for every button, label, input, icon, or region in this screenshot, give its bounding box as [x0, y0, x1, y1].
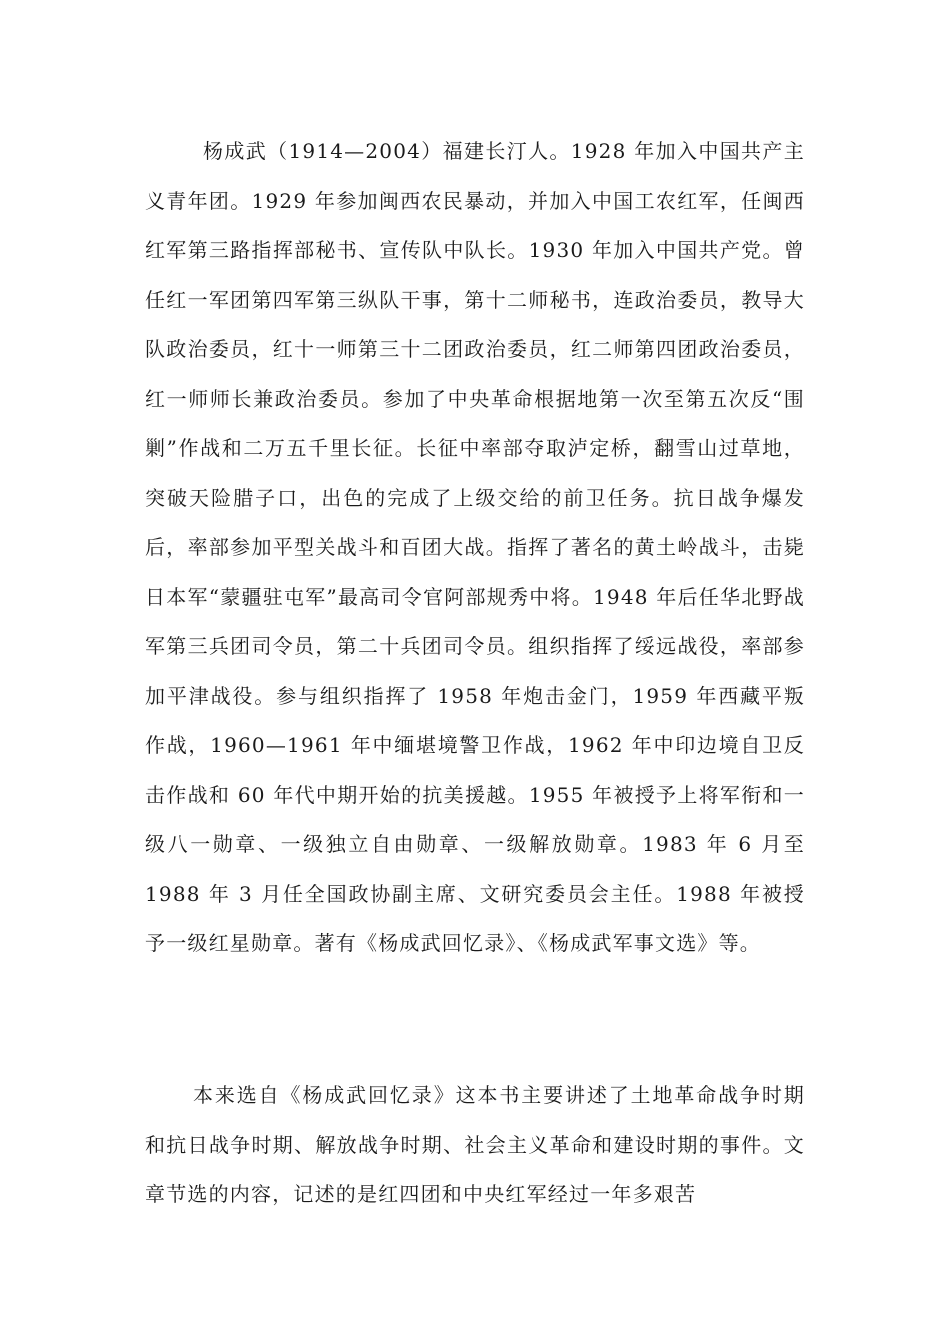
- paragraph-biography: 杨成武（1914—2004）福建长汀人。1928 年加入中国共产主义青年团。1929 年参加闽西农民暴动，并加入中国工农红军，任闽西红军第三路指挥部秘书、宣传队中队长。1930 年加入中国共产党。曾任红一军团第四军第三纵队干事，第十二师秘书，连政治委员，教导大队政治委员，红十一师第三十二团政治委员，红二师第四团政治委员，红一师师长兼政治委员。参加了中央革命根据地第一次至第五次反“围剿”作战和二万五千里长征。长征中率部夺取泸定桥，翻雪山过草地，突破天险腊子口，出色的完成了上级交给的前卫任务。抗日战争爆发后，率部参加平型关战斗和百团大战。指挥了著名的黄土岭战斗，击毙日本军“蒙疆驻屯军”最高司令官阿部规秀中将。1948 年后任华北野战军第三兵团司令员，第二十兵团司令员。组织指挥了绥远战役，率部参加平津战役。参与组织指挥了 1958 年炮击金门，1959 年西藏平叛作战，1960—1961 年中缅堪境警卫作战，1962 年中印边境自卫反击作战和 60 年代中期开始的抗美援越。1955 年被授予上将军衔和一级八一勋章、一级独立自由勋章、一级解放勋章。1983 年 6 月至 1988 年 3 月任全国政协副主席、文研究委员会主任。1988 年被授予一级红星勋章。著有《杨成武回忆录》、《杨成武军事文选》等。: [145, 139, 805, 955]
- paragraph-book-intro: 本来选自《杨成武回忆录》这本书主要讲述了土地革命战争时期和抗日战争时期、解放战争时期、社会主义革命和建设时期的事件。文章节选的内容，记述的是红四团和中央红军经过一年多艰苦: [145, 1083, 805, 1206]
